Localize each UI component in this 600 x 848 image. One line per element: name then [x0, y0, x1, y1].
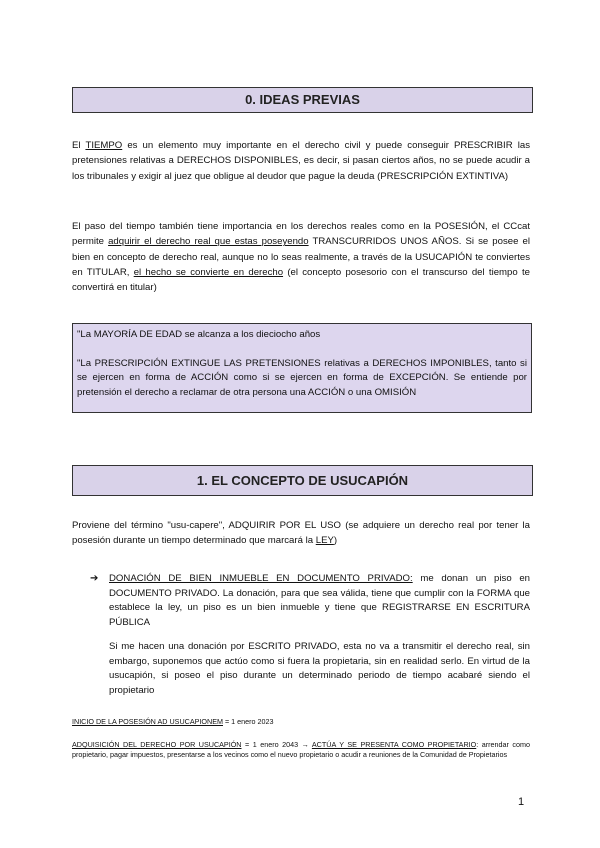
- quote-line-mayoria: "La MAYORÍA DE EDAD se alcanza a los dieciocho años: [77, 329, 321, 340]
- section-heading-text: 1. EL CONCEPTO DE USUCAPIÓN: [196, 473, 409, 488]
- underlined-phrase: el hecho se convierte en derecho: [133, 266, 284, 278]
- note-text: = 1 enero 2023: [222, 717, 274, 726]
- paragraph-text: ): [333, 535, 338, 547]
- section-heading-text: 0. IDEAS PREVIAS: [245, 92, 360, 107]
- paragraph-text: El: [72, 140, 86, 151]
- underlined-term: TIEMPO: [85, 140, 123, 151]
- paragraph-concepto: [72, 518, 530, 549]
- underlined-label: INICIO DE LA POSESIÓN AD USUCAPIONEM: [72, 717, 223, 726]
- note-text: = 1 enero 2043 →: [241, 740, 312, 749]
- underlined-label: ADQUISICIÓN DEL DERECHO POR USUCAPIÓN: [72, 740, 242, 749]
- underlined-phrase: adquirir el derecho real que estas poseyendo: [108, 236, 309, 248]
- paragraph-text: Proviene del término "usu-capere", ADQUIRIR POR EL USO (se adquiere un derecho real por tener la posesión durante un tiempo determinado que marcará la: [72, 520, 530, 547]
- paragraph-tiempo: [72, 138, 530, 184]
- underlined-label: ACTÚA Y SE PRESENTA COMO PROPIETARIO: [311, 740, 477, 749]
- note-text: : arrendar como propietario, pagar impuestos, presentarse a los vecinos como el nuevo propietario o acudir a reuniones de la Comunidad de Propietarios: [72, 740, 530, 759]
- arrow-icon: ➔: [90, 573, 99, 584]
- section-heading-usucapion: [72, 465, 533, 496]
- paragraph-text: El paso del tiempo también tiene importancia en los derechos reales como en la POSESIÓN, el CCcat permite: [72, 221, 530, 248]
- quote-line-prescripcion: "La PRESCRIPCIÓN EXTINGUE LAS PRETENSIONES relativas a DERECHOS IMPONIBLES, tanto si se ejercen en forma de ACCIÓN como si se ejercen en forma de EXCEPCIÓN. Se entiende por pretensión el derecho a reclamar de otra persona una ACCIÓN o una OMISIÓN: [77, 357, 527, 398]
- bullet-paragraph-2: Si me hacen una donación por ESCRITO PRIVADO, esta no va a transmitir el derecho real, sin embargo, suponemos que actúo como si fuera la propietaria, sin en realidad serlo. En virtud de la usucapión, si poseo el piso durante un determinado periodo de tiempo acabaré siendo el propietario: [109, 641, 530, 696]
- note-inicio-posesion: [72, 717, 530, 727]
- underlined-heading: DONACIÓN DE BIEN INMUEBLE EN DOCUMENTO PRIVADO:: [109, 573, 413, 584]
- paragraph-text: es un elemento muy importante en el derecho civil y puede conseguir PRESCRIBIR las pretensiones relativas a DERECHOS DISPONIBLES, es decir, si pasan ciertos años, no se puede acudir a los tribunales y exigir al juez que obligue al deudor que pague la deuda (PRESCRIPCIÓN EXTINTIVA): [72, 140, 530, 182]
- quote-box: [72, 323, 532, 413]
- paragraph-text: TRANSCURRIDOS UNOS AÑOS. Si se posee el bien en concepto de derecho real, aunque no lo seas realmente, a través de la USUCAPIÓN te conviertes en TITULAR,: [72, 236, 530, 278]
- note-adquisicion: [72, 740, 530, 760]
- bullet-text: [109, 572, 530, 630]
- paragraph-posesion: [72, 219, 530, 295]
- bullet-body: me donan un piso en DOCUMENTO PRIVADO. La donación, para que sea válida, tiene que cumplir con la FORMA que establece la ley, un piso es un bien inmueble y tiene que REGISTRARSE EN ESCRITURA PÚBLICA: [109, 573, 530, 628]
- underlined-term: LEY: [315, 535, 334, 547]
- paragraph-text: (el concepto posesorio con el transcurso del tiempo te convertirá en titular): [72, 266, 530, 294]
- page-number: 1: [518, 796, 525, 808]
- section-heading-ideas-previas: [72, 87, 533, 113]
